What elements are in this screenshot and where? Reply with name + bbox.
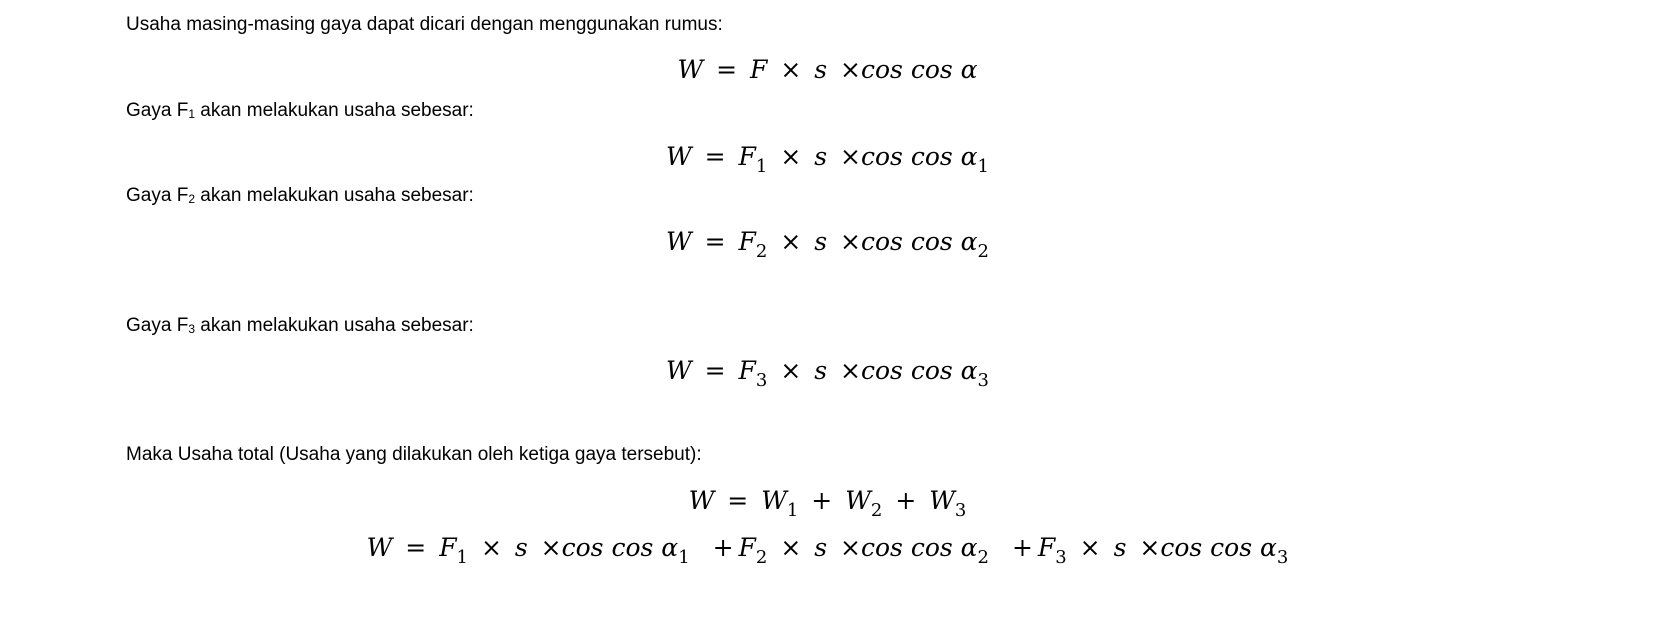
- symbol-s: s: [814, 356, 828, 385]
- work-formula-force-1: [0, 141, 1655, 177]
- plus-sign: +: [895, 486, 917, 515]
- subscript-2: 2: [977, 241, 989, 262]
- equals-sign: =: [716, 55, 738, 84]
- subscript-1: 1: [977, 156, 989, 177]
- times-sign: ×: [840, 227, 861, 256]
- force-2-subscript: 2: [188, 192, 195, 206]
- cos-function: cos: [561, 533, 604, 562]
- plus-sign: +: [1011, 533, 1033, 562]
- subscript-2: 2: [755, 547, 768, 568]
- times-sign: ×: [480, 533, 502, 562]
- total-work-expanded-formula: [0, 532, 1655, 568]
- cos-function: cos: [860, 356, 903, 385]
- cos-function: cos: [910, 533, 953, 562]
- subscript-1: 1: [786, 500, 799, 521]
- symbol-f: F: [738, 533, 756, 562]
- symbol-alpha: α: [661, 533, 679, 562]
- subscript-2: 2: [977, 547, 989, 568]
- symbol-w: W: [761, 486, 787, 515]
- symbol-w: W: [665, 142, 692, 171]
- cos-function: cos: [860, 227, 903, 256]
- symbol-alpha: α: [960, 227, 978, 256]
- times-sign: ×: [1139, 533, 1161, 562]
- cos-function: cos: [611, 533, 654, 562]
- symbol-s: s: [1113, 533, 1127, 562]
- cos-function: cos: [910, 142, 953, 171]
- symbol-w: W: [677, 55, 704, 84]
- equals-sign: =: [704, 142, 726, 171]
- subscript-3: 3: [954, 500, 967, 521]
- subscript-1: 1: [755, 156, 768, 177]
- cos-function: cos: [860, 55, 903, 84]
- times-sign: ×: [780, 227, 802, 256]
- cos-function: cos: [1210, 533, 1253, 562]
- times-sign: ×: [780, 55, 802, 84]
- times-sign: ×: [840, 55, 861, 84]
- subscript-3: 3: [1276, 547, 1289, 568]
- symbol-s: s: [814, 55, 828, 84]
- symbol-w: W: [665, 227, 692, 256]
- times-sign: ×: [1079, 533, 1101, 562]
- force-1-prefix: Gaya F: [126, 100, 189, 121]
- symbol-w: W: [845, 486, 871, 515]
- work-formula-force-3: [0, 355, 1655, 391]
- times-sign: ×: [780, 533, 802, 562]
- force-1-suffix: akan melakukan usaha sebesar:: [195, 100, 474, 121]
- symbol-w: W: [665, 356, 692, 385]
- symbol-alpha: α: [1260, 533, 1277, 562]
- symbol-f: F: [439, 533, 457, 562]
- cos-function: cos: [910, 227, 953, 256]
- plus-sign: +: [712, 533, 734, 562]
- symbol-w: W: [929, 486, 955, 515]
- symbol-w: W: [688, 486, 715, 515]
- force-2-prefix: Gaya F: [126, 185, 189, 206]
- subscript-1: 1: [456, 547, 468, 568]
- times-sign: ×: [840, 356, 861, 385]
- symbol-f: F: [738, 227, 756, 256]
- symbol-alpha: α: [960, 142, 978, 171]
- symbol-s: s: [814, 533, 828, 562]
- general-work-formula: [0, 54, 1655, 86]
- symbol-alpha: α: [960, 55, 978, 84]
- plus-sign: +: [811, 486, 833, 515]
- subscript-1: 1: [678, 547, 690, 568]
- subscript-3: 3: [977, 370, 989, 391]
- cos-function: cos: [910, 356, 953, 385]
- force-3-suffix: akan melakukan usaha sebesar:: [195, 315, 474, 336]
- times-sign: ×: [840, 142, 861, 171]
- equals-sign: =: [727, 486, 749, 515]
- times-sign: ×: [840, 533, 861, 562]
- subscript-2: 2: [870, 500, 883, 521]
- cos-function: cos: [860, 142, 903, 171]
- work-formula-force-2: [0, 226, 1655, 262]
- symbol-s: s: [814, 227, 828, 256]
- symbol-f: F: [738, 142, 756, 171]
- force-2-paragraph: [126, 184, 474, 208]
- intro-paragraph: Usaha masing-masing gaya dapat dicari dengan menggunakan rumus:: [126, 14, 723, 35]
- symbol-f: F: [1037, 533, 1056, 562]
- times-sign: ×: [540, 533, 562, 562]
- equals-sign: =: [704, 227, 726, 256]
- cos-function: cos: [1160, 533, 1203, 562]
- symbol-alpha: α: [960, 356, 978, 385]
- force-3-prefix: Gaya F: [126, 315, 189, 336]
- force-2-suffix: akan melakukan usaha sebesar:: [195, 185, 474, 206]
- equals-sign: =: [405, 533, 427, 562]
- symbol-f: F: [738, 356, 756, 385]
- subscript-3: 3: [755, 370, 768, 391]
- total-work-sum-formula: [0, 485, 1655, 521]
- symbol-s: s: [514, 533, 528, 562]
- force-3-paragraph: [126, 314, 474, 338]
- times-sign: ×: [780, 356, 802, 385]
- equals-sign: =: [704, 356, 726, 385]
- times-sign: ×: [780, 142, 802, 171]
- total-work-paragraph: Maka Usaha total (Usaha yang dilakukan oleh ketiga gaya tersebut):: [126, 444, 702, 465]
- force-1-paragraph: [126, 99, 474, 123]
- force-3-subscript: 3: [188, 322, 195, 336]
- subscript-2: 2: [755, 241, 768, 262]
- cos-function: cos: [910, 55, 953, 84]
- force-1-subscript: 1: [188, 107, 195, 121]
- cos-function: cos: [860, 533, 903, 562]
- symbol-w: W: [366, 533, 393, 562]
- symbol-alpha: α: [960, 533, 978, 562]
- subscript-3: 3: [1055, 547, 1067, 568]
- symbol-s: s: [814, 142, 828, 171]
- symbol-f: F: [750, 55, 768, 84]
